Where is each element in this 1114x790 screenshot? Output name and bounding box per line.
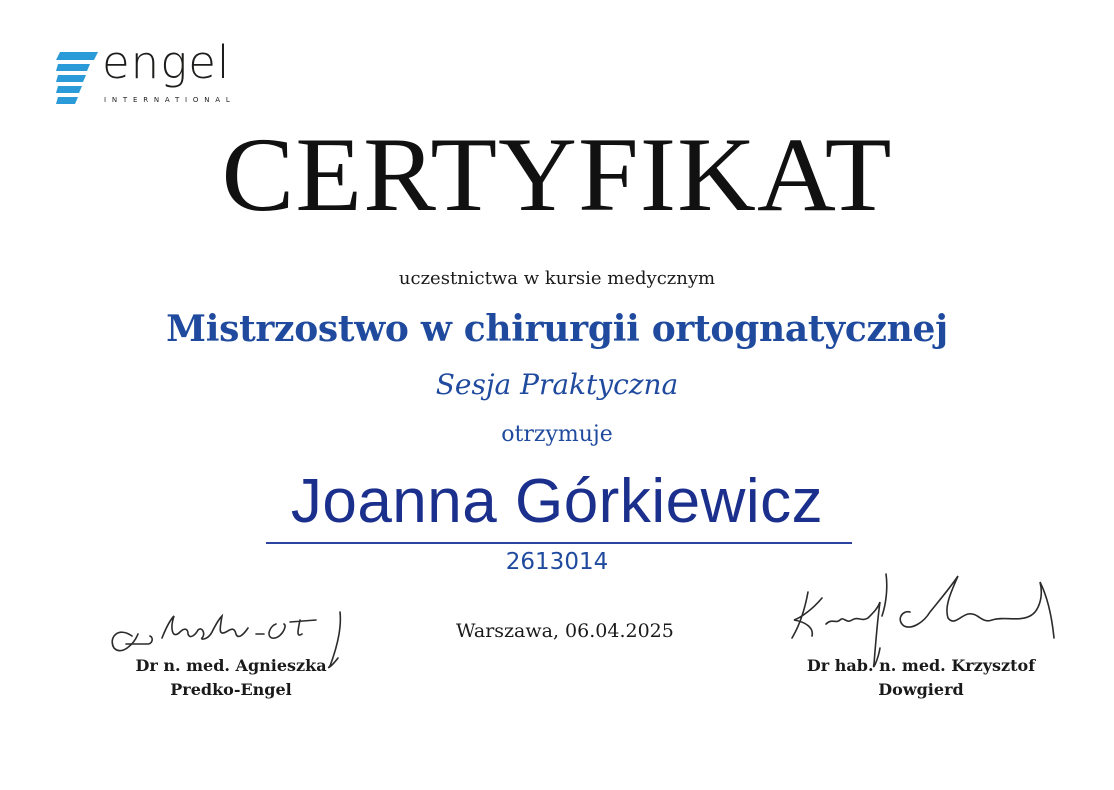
engel-logo (56, 36, 266, 116)
left-signer-surname: Predko-Engel (170, 680, 292, 699)
engel-stripes-logo-icon (56, 50, 100, 108)
right-signer (786, 654, 1056, 702)
session-name: Sesja Praktyczna (435, 368, 679, 401)
logo-subtitle: INTERNATIONAL (104, 96, 236, 104)
receives-label: otrzymuje (501, 422, 613, 447)
course-title: Mistrzostwo w chirurgii ortognatycznej (166, 308, 948, 350)
certificate-number: 2613014 (505, 549, 609, 575)
right-signer-title: Dr hab. n. med. Krzysztof (806, 656, 1036, 675)
logo-brand-text: engel (102, 36, 231, 89)
left-signer-title: Dr n. med. Agnieszka (135, 656, 327, 675)
right-signer-surname: Dowgierd (878, 680, 964, 699)
certificate-title: CERTYFIKAT (221, 116, 893, 233)
certificate-intro: uczestnictwa w kursie medycznym (398, 268, 716, 289)
name-underline (266, 542, 852, 544)
place-and-date: Warszawa, 06.04.2025 (456, 620, 674, 642)
left-signer (108, 654, 354, 702)
recipient-name: Joanna Górkiewicz (290, 467, 824, 536)
